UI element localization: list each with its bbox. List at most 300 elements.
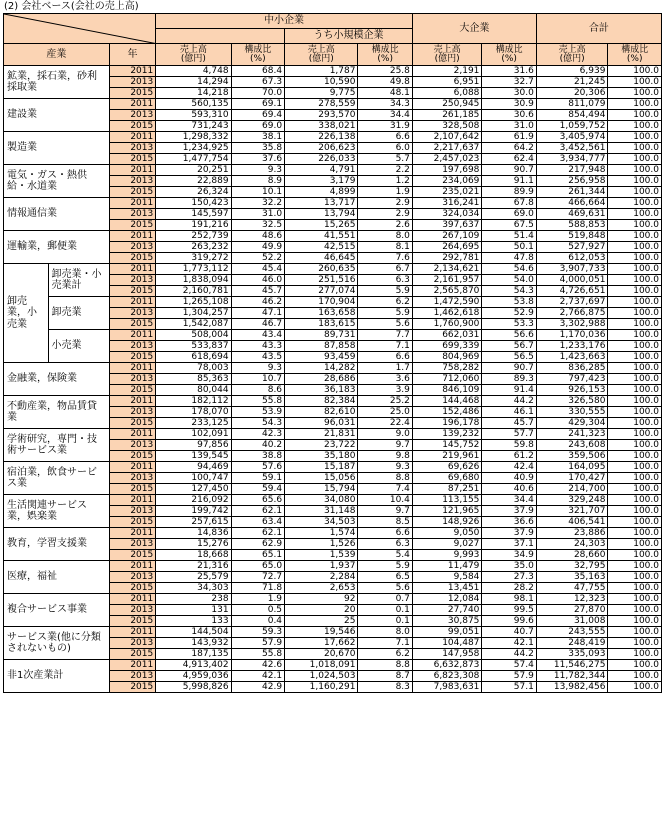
ratio-cell: 34.3 [358,99,412,110]
ratio-cell: 91.4 [482,385,536,396]
sales-cell: 1,298,332 [156,132,231,143]
ratio-cell: 43.4 [231,330,284,341]
ratio-cell: 69.0 [231,121,284,132]
year-cell: 2011 [109,429,156,440]
table-caption: (2) 会社ベース(会社の売上高) [4,1,139,12]
sales-cell: 238 [156,594,231,605]
ratio-cell: 6.2 [358,297,412,308]
sales-cell: 4,726,651 [536,286,608,297]
industry-label: 宿泊業，飲食サービス業 [4,462,110,495]
sales-cell: 147,958 [412,649,482,660]
ratio-cell: 46.2 [231,297,284,308]
ratio-cell: 32.7 [482,77,536,88]
header-ratio: 構成比 (%) [231,44,284,66]
ratio-cell: 54.3 [231,418,284,429]
sales-cell: 2,217,637 [412,143,482,154]
ratio-cell: 35.8 [231,143,284,154]
ratio-cell: 69.0 [482,209,536,220]
year-cell: 2015 [109,187,156,198]
sales-cell: 80,044 [156,385,231,396]
sales-cell: 226,138 [285,132,358,143]
sales-cell: 32,795 [536,561,608,572]
sales-cell: 527,927 [536,242,608,253]
ratio-cell: 100.0 [608,671,662,682]
sales-cell: 256,958 [536,176,608,187]
ratio-cell: 100.0 [608,297,662,308]
sales-cell: 15,187 [285,462,358,473]
sales-cell: 618,694 [156,352,231,363]
ratio-cell: 38.8 [231,451,284,462]
ratio-cell: 9.7 [358,506,412,517]
sales-cell: 82,610 [285,407,358,418]
sales-cell: 97,856 [156,440,231,451]
sales-cell: 170,904 [285,297,358,308]
sales-cell: 104,487 [412,638,482,649]
sales-cell: 121,965 [412,506,482,517]
sales-table [3,13,662,693]
ratio-cell: 8.5 [358,517,412,528]
sales-cell: 31,008 [536,616,608,627]
sales-cell: 326,580 [536,396,608,407]
sales-cell: 1,423,663 [536,352,608,363]
sales-cell: 14,294 [156,77,231,88]
sales-cell: 3,405,974 [536,132,608,143]
sales-cell: 3,179 [285,176,358,187]
ratio-cell: 100.0 [608,77,662,88]
ratio-cell: 100.0 [608,506,662,517]
ratio-cell: 8.9 [231,176,284,187]
sales-cell: 23,886 [536,528,608,539]
sales-cell: 1,170,036 [536,330,608,341]
year-cell: 2013 [109,77,156,88]
sales-cell: 278,559 [285,99,358,110]
ratio-cell: 91.1 [482,176,536,187]
sales-cell: 406,541 [536,517,608,528]
sales-cell: 804,969 [412,352,482,363]
ratio-cell: 100.0 [608,462,662,473]
ratio-cell: 57.9 [482,671,536,682]
sales-cell: 1,234,925 [156,143,231,154]
ratio-cell: 100.0 [608,341,662,352]
ratio-cell: 99.6 [482,616,536,627]
sales-cell: 18,668 [156,550,231,561]
year-cell: 2015 [109,352,156,363]
industry-label: 情報通信業 [4,198,110,231]
sales-cell: 27,740 [412,605,482,616]
year-cell: 2011 [109,330,156,341]
year-cell: 2015 [109,319,156,330]
sales-cell: 1,526 [285,539,358,550]
table-body [4,66,662,693]
ratio-cell: 100.0 [608,319,662,330]
sales-cell: 2,107,642 [412,132,482,143]
table-header [4,14,662,66]
sales-cell: 133 [156,616,231,627]
ratio-cell: 100.0 [608,616,662,627]
sales-cell: 1,937 [285,561,358,572]
sales-cell: 10,590 [285,77,358,88]
ratio-cell: 31.0 [231,209,284,220]
ratio-cell: 42.1 [231,671,284,682]
year-cell: 2013 [109,506,156,517]
ratio-cell: 38.1 [231,132,284,143]
year-cell: 2011 [109,66,156,77]
year-cell: 2013 [109,209,156,220]
sales-cell: 4,959,036 [156,671,231,682]
header-ratio: 構成比 (%) [608,44,662,66]
year-cell: 2011 [109,231,156,242]
ratio-cell: 54.0 [482,275,536,286]
sales-cell: 93,459 [285,352,358,363]
ratio-cell: 9.7 [358,440,412,451]
sales-cell: 87,251 [412,484,482,495]
sales-cell: 199,742 [156,506,231,517]
sales-cell: 150,423 [156,198,231,209]
sales-cell: 13,717 [285,198,358,209]
ratio-cell: 2.6 [358,220,412,231]
year-cell: 2015 [109,253,156,264]
sales-cell: 260,635 [285,264,358,275]
ratio-cell: 57.1 [482,682,536,693]
header-sme-blank [156,29,285,44]
ratio-cell: 59.1 [231,473,284,484]
ratio-cell: 45.4 [231,264,284,275]
header-ratio: 構成比 (%) [482,44,536,66]
sales-cell: 2,191 [412,66,482,77]
industry-label: 卸売業，小売業 [4,264,49,363]
year-cell: 2011 [109,528,156,539]
sales-cell: 3,302,988 [536,319,608,330]
sales-cell: 1,233,176 [536,341,608,352]
ratio-cell: 100.0 [608,374,662,385]
sales-cell: 233,125 [156,418,231,429]
ratio-cell: 30.9 [482,99,536,110]
sales-cell: 3,934,777 [536,154,608,165]
sales-cell: 102,091 [156,429,231,440]
sales-cell: 330,555 [536,407,608,418]
ratio-cell: 51.4 [482,231,536,242]
ratio-cell: 7.4 [358,484,412,495]
industry-label: 学術研究，専門・技術サービス業 [4,429,110,462]
sales-cell: 854,494 [536,110,608,121]
sales-cell: 19,546 [285,627,358,638]
ratio-cell: 9.3 [358,462,412,473]
table-row [4,495,662,506]
ratio-cell: 5.6 [358,583,412,594]
ratio-cell: 100.0 [608,660,662,671]
sales-cell: 31,148 [285,506,358,517]
ratio-cell: 55.8 [231,649,284,660]
sales-cell: 6,939 [536,66,608,77]
year-cell: 2011 [109,462,156,473]
sales-cell: 250,945 [412,99,482,110]
sales-cell: 183,615 [285,319,358,330]
ratio-cell: 100.0 [608,528,662,539]
sales-cell: 243,608 [536,440,608,451]
ratio-cell: 28.2 [482,583,536,594]
sales-cell: 1,574 [285,528,358,539]
ratio-cell: 54.6 [482,264,536,275]
sales-cell: 11,782,344 [536,671,608,682]
header-sme: 中小企業 [156,14,413,29]
year-cell: 2013 [109,176,156,187]
sales-cell: 14,282 [285,363,358,374]
header-large: 大企業 [412,14,536,44]
ratio-cell: 100.0 [608,495,662,506]
year-cell: 2013 [109,473,156,484]
sales-cell: 15,056 [285,473,358,484]
year-cell: 2013 [109,143,156,154]
ratio-cell: 100.0 [608,627,662,638]
year-cell: 2011 [109,561,156,572]
sales-cell: 214,700 [536,484,608,495]
industry-label: 不動産業，物品賃貸業 [4,396,110,429]
ratio-cell: 5.9 [358,308,412,319]
header-total: 合計 [536,14,661,44]
ratio-cell: 31.6 [482,66,536,77]
sales-cell: 9,050 [412,528,482,539]
ratio-cell: 34.4 [358,110,412,121]
ratio-cell: 45.7 [482,418,536,429]
table-row [4,528,662,539]
ratio-cell: 2.2 [358,165,412,176]
table-row [4,594,662,605]
sales-cell: 145,752 [412,440,482,451]
ratio-cell: 7.6 [358,253,412,264]
industry-label: 製造業 [4,132,110,165]
ratio-cell: 65.1 [231,550,284,561]
sales-cell: 191,216 [156,220,231,231]
year-cell: 2015 [109,550,156,561]
sales-cell: 25,579 [156,572,231,583]
sales-cell: 9,584 [412,572,482,583]
ratio-cell: 100.0 [608,638,662,649]
ratio-cell: 40.9 [482,473,536,484]
ratio-cell: 100.0 [608,132,662,143]
ratio-cell: 37.6 [231,154,284,165]
sales-cell: 2,160,781 [156,286,231,297]
sales-cell: 219,961 [412,451,482,462]
ratio-cell: 72.7 [231,572,284,583]
year-cell: 2011 [109,627,156,638]
ratio-cell: 25.2 [358,396,412,407]
ratio-cell: 30.6 [482,110,536,121]
ratio-cell: 100.0 [608,484,662,495]
year-cell: 2011 [109,594,156,605]
sales-cell: 699,339 [412,341,482,352]
sales-cell: 2,766,875 [536,308,608,319]
ratio-cell: 57.4 [482,660,536,671]
sales-cell: 560,135 [156,99,231,110]
ratio-cell: 100.0 [608,66,662,77]
year-cell: 2015 [109,517,156,528]
industry-label: 複合サービス事業 [4,594,110,627]
ratio-cell: 100.0 [608,649,662,660]
ratio-cell: 0.7 [358,594,412,605]
sales-cell: 2,653 [285,583,358,594]
table-row [4,363,662,374]
sales-cell: 139,545 [156,451,231,462]
ratio-cell: 8.1 [358,242,412,253]
sales-cell: 85,363 [156,374,231,385]
sales-cell: 1,787 [285,66,358,77]
sales-cell: 397,637 [412,220,482,231]
ratio-cell: 100.0 [608,550,662,561]
ratio-cell: 34.9 [482,550,536,561]
ratio-cell: 62.9 [231,539,284,550]
sales-cell: 82,384 [285,396,358,407]
sub-industry-label: 卸売業・小売業計 [48,264,109,297]
industry-label: 鉱業，採石業，砂利採取業 [4,66,110,99]
sales-cell: 69,680 [412,473,482,484]
year-cell: 2015 [109,418,156,429]
sales-cell: 11,479 [412,561,482,572]
ratio-cell: 64.2 [482,143,536,154]
ratio-cell: 100.0 [608,572,662,583]
table-row [4,198,662,209]
sales-cell: 4,748 [156,66,231,77]
sales-cell: 187,135 [156,649,231,660]
table-row [4,660,662,671]
ratio-cell: 10.7 [231,374,284,385]
ratio-cell: 10.1 [231,187,284,198]
sales-cell: 3,907,733 [536,264,608,275]
ratio-cell: 46.7 [231,319,284,330]
ratio-cell: 44.2 [482,649,536,660]
header-sales: 売上高 (億円) [412,44,482,66]
ratio-cell: 67.5 [482,220,536,231]
sales-cell: 6,088 [412,88,482,99]
sales-cell: 1,018,091 [285,660,358,671]
sales-cell: 15,276 [156,539,231,550]
ratio-cell: 56.6 [482,330,536,341]
ratio-cell: 9.3 [231,363,284,374]
sales-cell: 241,323 [536,429,608,440]
industry-label: 教育，学習支援業 [4,528,110,561]
ratio-cell: 100.0 [608,275,662,286]
ratio-cell: 43.5 [231,352,284,363]
sales-cell: 196,178 [412,418,482,429]
ratio-cell: 100.0 [608,451,662,462]
ratio-cell: 56.7 [482,341,536,352]
ratio-cell: 22.4 [358,418,412,429]
ratio-cell: 65.0 [231,561,284,572]
sales-cell: 139,232 [412,429,482,440]
sales-cell: 4,899 [285,187,358,198]
ratio-cell: 100.0 [608,286,662,297]
ratio-cell: 32.2 [231,198,284,209]
sales-cell: 2,457,023 [412,154,482,165]
ratio-cell: 100.0 [608,682,662,693]
sales-cell: 22,889 [156,176,231,187]
ratio-cell: 6.5 [358,572,412,583]
year-cell: 2013 [109,671,156,682]
sales-cell: 11,546,275 [536,660,608,671]
year-cell: 2013 [109,110,156,121]
ratio-cell: 59.8 [482,440,536,451]
ratio-cell: 37.9 [482,506,536,517]
sales-cell: 34,503 [285,517,358,528]
ratio-cell: 61.2 [482,451,536,462]
industry-label: 金融業，保険業 [4,363,110,396]
ratio-cell: 46.1 [482,407,536,418]
sales-cell: 593,310 [156,110,231,121]
sales-cell: 34,080 [285,495,358,506]
year-cell: 2013 [109,638,156,649]
sales-cell: 324,034 [412,209,482,220]
year-cell: 2013 [109,605,156,616]
year-cell: 2013 [109,539,156,550]
sales-cell: 4,791 [285,165,358,176]
sales-cell: 9,775 [285,88,358,99]
sales-cell: 94,469 [156,462,231,473]
year-cell: 2011 [109,132,156,143]
sales-cell: 41,551 [285,231,358,242]
sales-cell: 712,060 [412,374,482,385]
ratio-cell: 69.4 [231,110,284,121]
sales-cell: 92 [285,594,358,605]
sales-cell: 4,913,402 [156,660,231,671]
sales-cell: 9,993 [412,550,482,561]
ratio-cell: 8.6 [231,385,284,396]
ratio-cell: 43.3 [231,341,284,352]
header-small: うち小規模企業 [285,29,413,44]
sales-cell: 15,265 [285,220,358,231]
ratio-cell: 0.5 [231,605,284,616]
sales-cell: 1,304,257 [156,308,231,319]
sales-cell: 14,836 [156,528,231,539]
sales-cell: 20,670 [285,649,358,660]
sales-cell: 1,477,754 [156,154,231,165]
ratio-cell: 100.0 [608,220,662,231]
ratio-cell: 31.0 [482,121,536,132]
header-sales: 売上高 (億円) [285,44,358,66]
header-ratio: 構成比 (%) [358,44,412,66]
table-row [4,627,662,638]
sales-cell: 3,452,561 [536,143,608,154]
ratio-cell: 98.1 [482,594,536,605]
sales-cell: 96,031 [285,418,358,429]
ratio-cell: 34.4 [482,495,536,506]
table-row [4,165,662,176]
year-cell: 2015 [109,121,156,132]
ratio-cell: 5.9 [358,286,412,297]
sales-cell: 1,542,087 [156,319,231,330]
ratio-cell: 100.0 [608,176,662,187]
year-cell: 2013 [109,374,156,385]
sales-cell: 293,570 [285,110,358,121]
sales-cell: 1,462,618 [412,308,482,319]
sales-cell: 23,722 [285,440,358,451]
ratio-cell: 44.2 [482,396,536,407]
industry-year-header [4,14,156,44]
sales-cell: 235,021 [412,187,482,198]
sales-cell: 21,831 [285,429,358,440]
sales-cell: 170,427 [536,473,608,484]
ratio-cell: 100.0 [608,154,662,165]
ratio-cell: 100.0 [608,121,662,132]
sales-cell: 292,781 [412,253,482,264]
year-cell: 2011 [109,264,156,275]
sales-cell: 46,645 [285,253,358,264]
ratio-cell: 0.1 [358,616,412,627]
year-cell: 2013 [109,407,156,418]
table-row [4,429,662,440]
sales-cell: 321,707 [536,506,608,517]
sales-cell: 2,737,697 [536,297,608,308]
ratio-cell: 100.0 [608,363,662,374]
ratio-cell: 50.1 [482,242,536,253]
